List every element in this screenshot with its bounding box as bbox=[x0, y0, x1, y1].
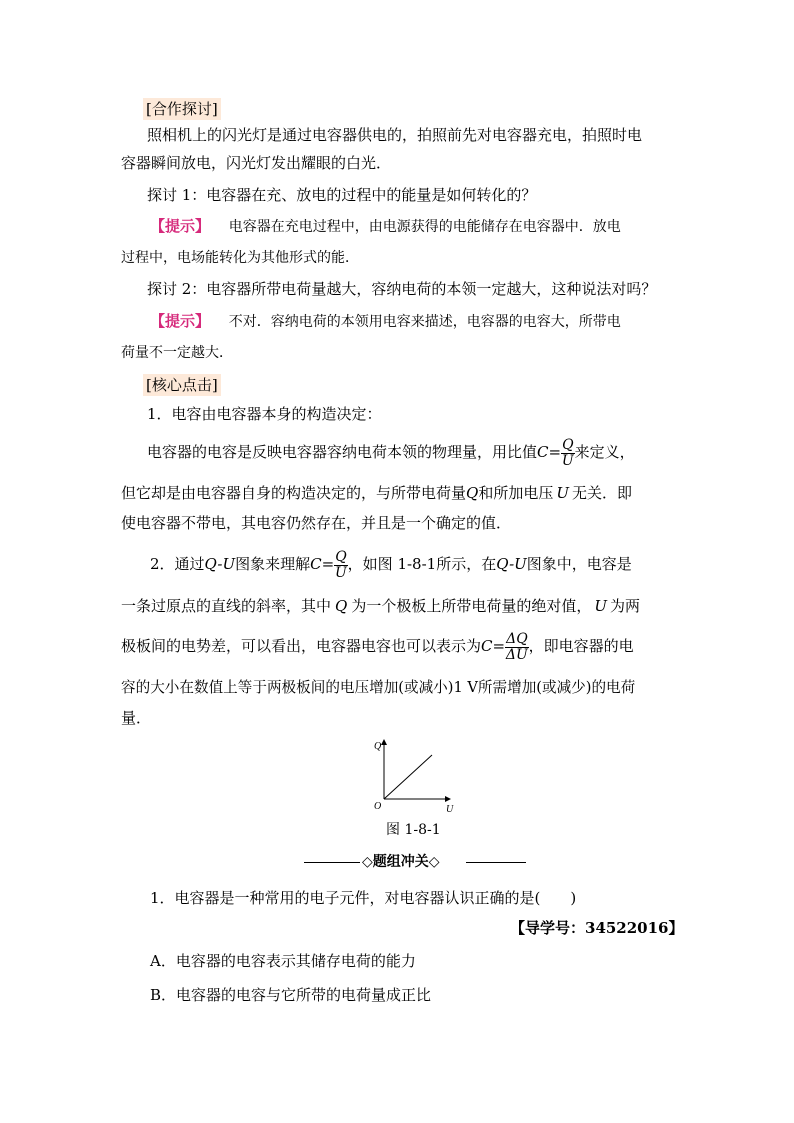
symbol-c: C bbox=[310, 555, 322, 573]
point-2-line-1 bbox=[150, 547, 632, 581]
text: 一条过原点的直线的斜率，其中 bbox=[121, 597, 332, 615]
point-2-line-4: 容的大小在数值上等于两极板间的电压增加(或减小)1 V所需增加(或减少)的电荷 bbox=[121, 679, 636, 696]
option-b: B．电容器的电容与它所带的电荷量成正比 bbox=[150, 986, 432, 1004]
question-2: 探讨 2：电容器所带电荷量越大，容纳电荷的本领一定越大，这种说法对吗？ bbox=[147, 280, 657, 298]
section-tag-core: [核心点击] bbox=[143, 374, 221, 396]
point-1-line-3: 使电容器不带电，其电容仍然存在，并且是一个确定的值． bbox=[121, 514, 512, 532]
denominator: ΔU bbox=[505, 646, 528, 663]
equals: = bbox=[548, 443, 562, 461]
u-axis-arrow bbox=[445, 796, 451, 802]
symbol-c: C bbox=[537, 443, 549, 461]
point-1-title: 1．电容由电容器本身的构造决定： bbox=[147, 405, 382, 423]
point-2-line-5: 量． bbox=[121, 709, 152, 727]
text: 图象来理解 bbox=[235, 555, 311, 573]
text: 为两 bbox=[610, 597, 641, 615]
question-1: 探讨 1：电容器在充、放电的过程中的能量是如何转化的？ bbox=[147, 186, 537, 204]
symbol-u: U bbox=[556, 484, 569, 502]
text: ，如图 1-8-1所示，在 bbox=[347, 555, 497, 573]
numerator: ΔQ bbox=[506, 630, 528, 647]
symbol-q-u: Q-U bbox=[496, 555, 527, 573]
numerator: Q bbox=[335, 548, 347, 565]
text: 但它却是由电容器自身的构造决定的，与所带电荷量 bbox=[121, 484, 467, 502]
equals: = bbox=[492, 637, 506, 655]
answer-2-line-2: 荷量不一定越大． bbox=[121, 345, 233, 361]
answer-1-line-2: 过程中，电场能转化为其他形式的能． bbox=[121, 250, 359, 266]
point-1-text: 电容器的电容是反映电容器容纳电荷本领的物理量，用比值 bbox=[147, 443, 538, 461]
answer-2-line-1 bbox=[150, 310, 621, 333]
numerator: Q bbox=[562, 436, 574, 453]
option-a: A．电容器的电容表示其储存电荷的能力 bbox=[150, 952, 416, 970]
text: 无关．即 bbox=[572, 484, 633, 502]
point-1-line-1 bbox=[147, 435, 635, 469]
intro-line-2: 容器瞬间放电，闪光灯发出耀眼的白光． bbox=[121, 154, 392, 172]
point-2-line-2 bbox=[121, 595, 640, 617]
denominator: U bbox=[561, 452, 574, 469]
q-axis-arrow bbox=[381, 739, 387, 745]
text: 极板间的电势差，可以看出，电容器电容也可以表示为 bbox=[121, 637, 482, 655]
u-axis-label: U bbox=[446, 804, 454, 815]
answer-2-text-1: 不对．容纳电荷的本领用电容来描述，电容器的电容大，所带电 bbox=[228, 314, 621, 330]
text: 2．通过 bbox=[150, 555, 205, 573]
divider-left bbox=[304, 862, 360, 863]
qu-graph bbox=[370, 737, 470, 817]
origin-label: O bbox=[374, 801, 382, 812]
text: 为一个极板上所带电荷量的绝对值， bbox=[351, 597, 592, 615]
intro-line-1: 照相机上的闪光灯是通过电容器供电的，拍照前先对电容器充电，拍照时电 bbox=[147, 126, 643, 144]
section-tag-cooperation: [合作探讨] bbox=[143, 98, 221, 120]
answer-1-text-1: 电容器在充电过程中，由电源获得的电能储存在电容器中．放电 bbox=[228, 219, 621, 235]
tip-label: 【提示】 bbox=[150, 217, 211, 235]
q-axis-label: Q bbox=[374, 741, 382, 752]
symbol-q: Q bbox=[335, 597, 348, 615]
point-1-line-2 bbox=[121, 482, 632, 504]
study-code-ref: 【导学号：34522016】 bbox=[510, 919, 684, 937]
drill-title: ◇题组冲关◇ bbox=[362, 854, 440, 870]
capacitance-line bbox=[384, 755, 432, 799]
text: 图象中，电容是 bbox=[526, 555, 632, 573]
symbol-u: U bbox=[594, 597, 607, 615]
drill-question-1: 1．电容器是一种常用的电子元件，对电容器认识正确的是( ) bbox=[150, 889, 577, 907]
symbol-q: Q bbox=[466, 484, 479, 502]
point-2-line-3 bbox=[121, 629, 634, 663]
answer-1-line-1 bbox=[150, 215, 621, 238]
point-1-text: 来定义， bbox=[574, 443, 635, 461]
text: ，即电容器的电 bbox=[528, 637, 634, 655]
equals: = bbox=[321, 555, 335, 573]
fraction-dq-over-du bbox=[505, 632, 529, 663]
symbol-q-u: Q-U bbox=[204, 555, 236, 573]
divider-right bbox=[466, 862, 526, 863]
symbol-c: C bbox=[481, 637, 493, 655]
tip-label: 【提示】 bbox=[150, 312, 211, 330]
figure-caption: 图 1-8-1 bbox=[386, 822, 441, 838]
fraction-q-over-u bbox=[561, 438, 574, 469]
text: 和所加电压 bbox=[478, 484, 554, 502]
fraction-q-over-u bbox=[334, 550, 347, 581]
denominator: U bbox=[335, 564, 347, 581]
